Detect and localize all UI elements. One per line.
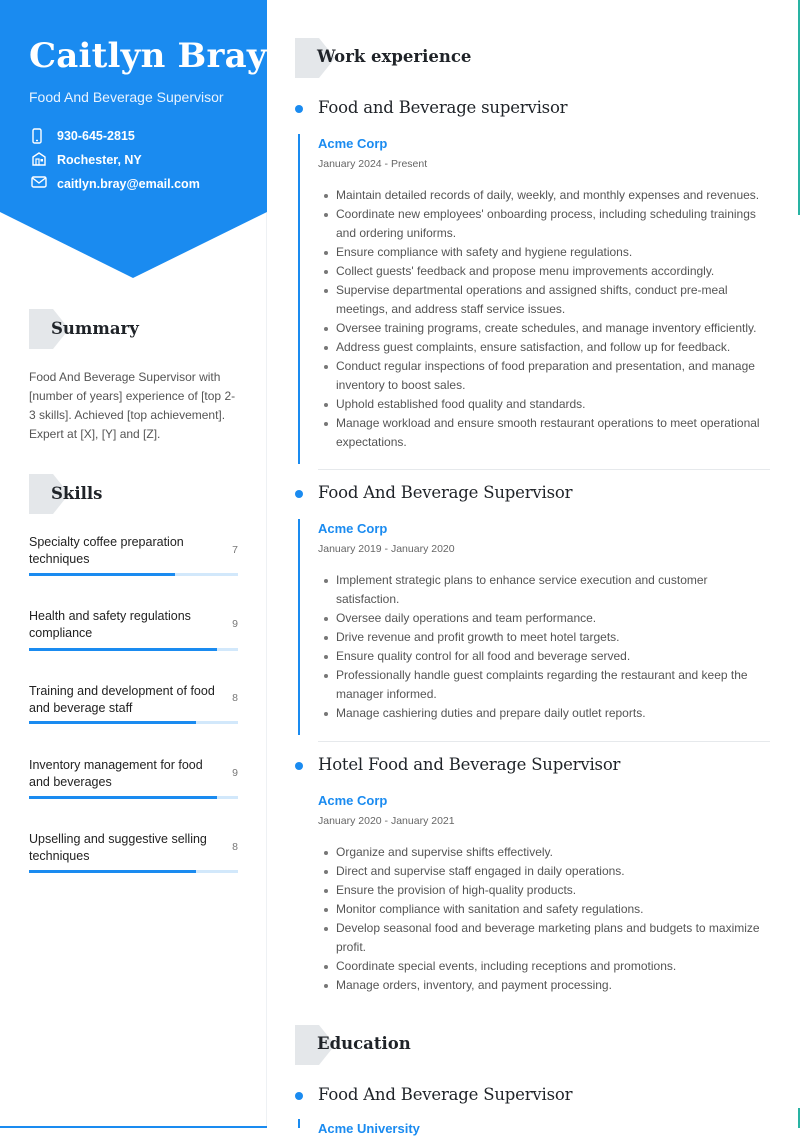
section-divider [318,469,770,470]
skill-bar-fill [29,721,196,724]
timeline-dot [295,490,303,498]
contact-phone[interactable] [31,128,135,144]
job-dates: January 2024 - Present [318,158,428,170]
timeline-dot [295,105,303,113]
skill-bar [29,796,238,799]
skill-item [29,534,238,578]
job-dates: January 2019 - January 2020 [318,543,455,555]
skill-name: Training and development of food and beverage staff [29,684,215,715]
skill-name: Inventory management for food and beverages [29,758,203,789]
skill-bar [29,648,238,651]
company-name: Acme Corp [318,521,388,536]
skill-bar-fill [29,870,196,873]
skill-level: 7 [232,544,238,556]
list-item: Supervise departmental operations and assigned shifts, conduct pre-meal meetings, and address staff service issues. [318,281,770,319]
timeline-dot [295,762,303,770]
skill-bar [29,721,238,724]
summary-text: Food And Beverage Supervisor with [number of years] experience of [top 2-3 skills]. Achieved [top achievement]. Expert at [X], [Y] and [Z]. [29,370,236,441]
list-item: Monitor compliance with sanitation and safety regulations. [318,900,770,919]
list-item: Manage workload and ensure smooth restaurant operations to meet operational expectations. [318,414,770,452]
job-title: Food and Beverage supervisor [318,98,568,117]
list-item: Coordinate special events, including receptions and promotions. [318,957,770,976]
list-item: Manage cashiering duties and prepare daily outlet reports. [318,704,770,723]
phone-text: 930-645-2815 [57,129,135,143]
contact-location [31,152,142,168]
skill-name: Upselling and suggestive selling techniques [29,832,207,863]
email-icon [31,176,49,192]
job-bullets [318,186,770,452]
skill-bar-fill [29,573,175,576]
company-name: Acme Corp [318,136,388,151]
skill-item [29,608,238,652]
timeline-line [298,519,300,735]
timeline-line [298,134,300,464]
skill-level: 9 [232,767,238,779]
list-item: Ensure the provision of high-quality products. [318,881,770,900]
skill-level: 9 [232,618,238,630]
company-name: Acme Corp [318,793,388,808]
list-item: Manage orders, inventory, and payment processing. [318,976,770,995]
sidebar [0,0,267,1128]
header-banner [0,0,267,278]
skill-item [29,831,238,875]
list-item: Conduct regular inspections of food preparation and presentation, and manage inventory to boost sales. [318,357,770,395]
list-item: Maintain detailed records of daily, weekly, and monthly expenses and revenues. [318,186,770,205]
job-bullets [318,571,770,723]
email-text: caitlyn.bray@email.com [57,177,200,191]
skill-level: 8 [232,841,238,853]
list-item: Coordinate new employees' onboarding process, including scheduling trainings and ordering uniforms. [318,205,770,243]
skill-name: Health and safety regulations compliance [29,609,191,640]
education-title: Education [317,1034,411,1053]
contact-email[interactable] [31,176,200,192]
timeline-line [298,1119,300,1128]
list-item: Uphold established food quality and standards. [318,395,770,414]
skill-name: Specialty coffee preparation techniques [29,535,184,566]
job-bullets [318,843,770,995]
candidate-name: Caitlyn Bray [29,36,267,76]
skill-bar-fill [29,648,217,651]
list-item: Ensure quality control for all food and beverage served. [318,647,770,666]
skills-title: Skills [51,484,103,503]
list-item: Oversee daily operations and team performance. [318,609,770,628]
list-item: Organize and supervise shifts effectively. [318,843,770,862]
list-item: Oversee training programs, create schedules, and manage inventory efficiently. [318,319,770,338]
summary-title: Summary [51,319,139,338]
list-item: Collect guests' feedback and propose menu improvements accordingly. [318,262,770,281]
timeline-dot [295,1092,303,1100]
job-headline: Food And Beverage Supervisor [29,89,224,105]
job-title: Hotel Food and Beverage Supervisor [318,755,621,774]
list-item: Professionally handle guest complaints regarding the restaurant and keep the manager informed. [318,666,770,704]
skill-item [29,757,238,801]
list-item: Drive revenue and profit growth to meet hotel targets. [318,628,770,647]
job-title: Food And Beverage Supervisor [318,483,573,502]
location-icon [31,152,49,168]
skill-bar-fill [29,796,217,799]
work-title: Work experience [317,47,472,66]
list-item: Direct and supervise staff engaged in daily operations. [318,862,770,881]
sidebar-accent-line [0,1126,267,1128]
institution-name: Acme University [318,1121,420,1136]
location-text: Rochester, NY [57,153,142,167]
list-item: Ensure compliance with safety and hygiene regulations. [318,243,770,262]
section-divider [318,741,770,742]
education-degree: Food And Beverage Supervisor [318,1085,573,1104]
list-item: Develop seasonal food and beverage marketing plans and budgets to maximize profit. [318,919,770,957]
skill-bar [29,573,238,576]
job-dates: January 2020 - January 2021 [318,815,455,827]
phone-icon [31,128,49,144]
skill-bar [29,870,238,873]
list-item: Address guest complaints, ensure satisfaction, and follow up for feedback. [318,338,770,357]
skill-level: 8 [232,692,238,704]
skill-item [29,683,238,727]
list-item: Implement strategic plans to enhance service execution and customer satisfaction. [318,571,770,609]
